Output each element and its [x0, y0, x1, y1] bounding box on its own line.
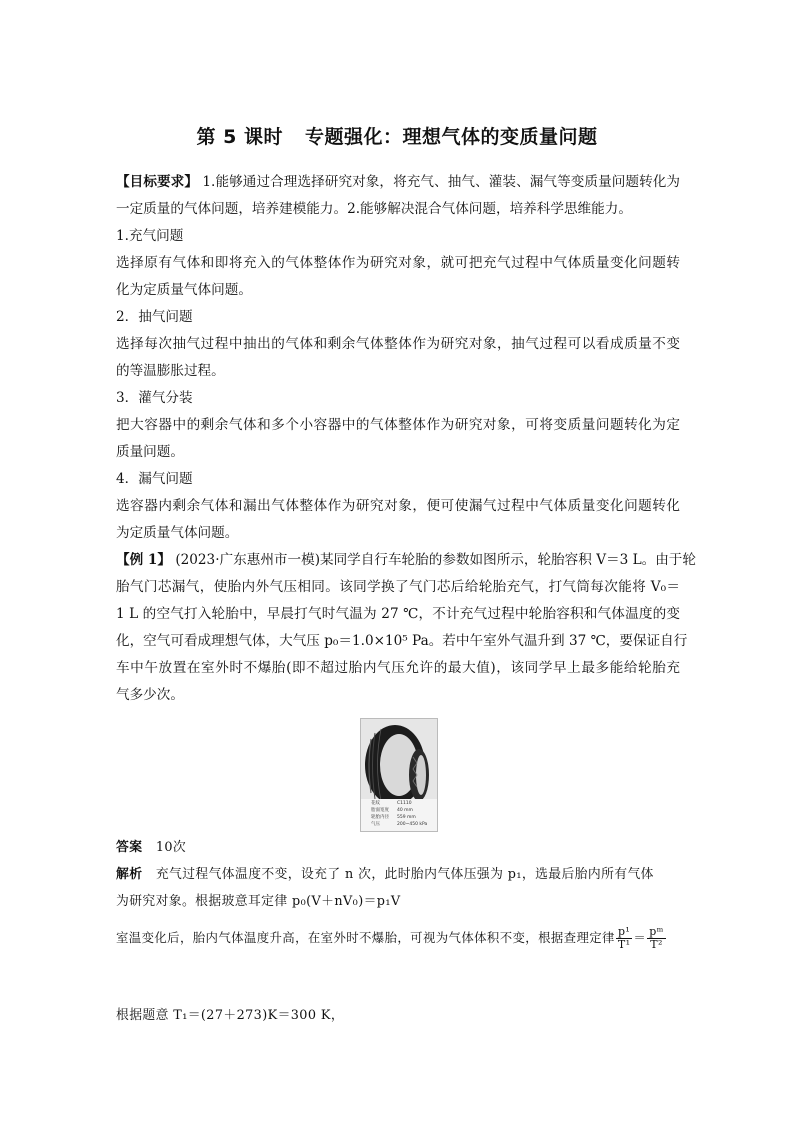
example-line-5: 车中午放置在室外时不爆胎(即不超过胎内气压允许的最大值)，该同学早上最多能给轮胎充 [116, 660, 680, 676]
section-2-line-2: 的等温膨胀过程。 [116, 363, 225, 379]
answer-value: 10次 [155, 840, 187, 855]
objectives-line-1: 【目标要求】 1.能够通过合理选择研究对象，将充气、抽气、灌装、漏气等变质量问题转化为 [116, 174, 681, 190]
caption-value-0: C1110 [397, 801, 412, 806]
caption-label-0: 花纹 [371, 801, 380, 806]
section-1-line-2: 化为定质量气体问题。 [116, 282, 252, 298]
objectives-tag: 【目标要求】 [116, 174, 198, 190]
section-heading-3: 3．灌气分装 [116, 390, 193, 406]
answer-line [116, 838, 186, 858]
section-heading-1: 1.充气问题 [116, 228, 184, 244]
tire-figure [360, 718, 438, 832]
caption-label-2: 轮胎内径 [371, 815, 389, 820]
example-line-4: 化，空气可看成理想气体，大气压 p₀＝1.0×10⁵ Pa。若中午室外气温升到 37 ℃，要保证自行 [116, 633, 688, 649]
example-source: (2023·广东惠州市一模) [175, 552, 320, 568]
example-line-1: 【例 1】 (2023·广东惠州市一模)某同学自行车轮胎的参数如图所示，轮胎容积 V＝3 L。由于轮 [116, 552, 696, 568]
tire-illustration [361, 719, 437, 799]
section-4-line-1: 选容器内剩余气体和漏出气体整体作为研究对象，便可使漏气过程中气体质量变化问题转化 [116, 498, 680, 514]
analysis-line-2: 为研究对象。根据玻意耳定律 p₀(V＋nV₀)＝p₁V [116, 894, 401, 909]
section-1-line-1: 选择原有气体和即将充入的气体整体作为研究对象，就可把充气过程中气体质量变化问题转 [116, 255, 680, 271]
example-line-3: 1 L 的空气打入轮胎中，早晨打气时气温为 27 ℃，不计充气过程中轮胎容积和气体温度的变 [116, 606, 680, 622]
fraction-1: $\frac{\text{p¹}}{\text{T¹}}$ [617, 925, 631, 951]
section-3-line-1: 把大容器中的剩余气体和多个小容器中的气体整体作为研究对象，可将变质量问题转化为定 [116, 417, 680, 433]
fraction-2: $\frac{\text{pᵐ}}{\text{T²}}$ [649, 925, 664, 951]
caption-label-3: 气压 [371, 822, 380, 827]
section-heading-2: 2．抽气问题 [116, 309, 193, 325]
title-lesson: 第 5 课时 [196, 126, 283, 148]
example-line-6: 气多少次。 [116, 687, 184, 703]
section-3-line-2: 质量问题。 [116, 444, 184, 460]
analysis-label: 解析 [116, 867, 143, 882]
objectives-line-2: 一定质量的气体问题，培养建模能力。2.能够解决混合气体问题，培养科学思维能力。 [116, 201, 632, 217]
caption-value-3: 200~450 kPa [397, 822, 428, 827]
title-topic: 专题强化：理想气体的变质量问题 [304, 126, 598, 148]
analysis-line-4: 根据题意 T₁＝(27＋273)K＝300 K， [116, 1008, 345, 1023]
caption-label-1: 胎面宽度 [371, 808, 389, 813]
analysis-line-1: 解析 充气过程气体温度不变，设充了 n 次，此时胎内气体压强为 p₁，选最后胎内所有气体 [116, 867, 654, 882]
example-tag: 【例 1】 [116, 552, 171, 568]
caption-value-1: 40 mm [397, 808, 413, 813]
answer-label: 答案 [116, 840, 143, 855]
section-4-line-2: 为定质量气体问题。 [116, 525, 239, 541]
section-2-line-1: 选择每次抽气过程中抽出的气体和剩余气体整体作为研究对象，抽气过程可以看成质量不变 [116, 336, 680, 352]
caption-value-2: 559 mm [397, 815, 416, 820]
page-title [0, 122, 794, 149]
section-heading-4: 4．漏气问题 [116, 471, 193, 487]
analysis-line-3: 室温变化后，胎内气体温度升高，在室外时不爆胎，可视为气体体积不变，根据查理定律 $\frac{\text{p¹}}{\text{T¹}}$ ＝ $\frac{\text{pᵐ}}{\text{T²}}$ [116, 925, 664, 951]
example-line-2: 胎气门芯漏气，使胎内外气压相同。该同学换了气门芯后给轮胎充气，打气筒每次能将 V₀＝ [116, 579, 680, 595]
